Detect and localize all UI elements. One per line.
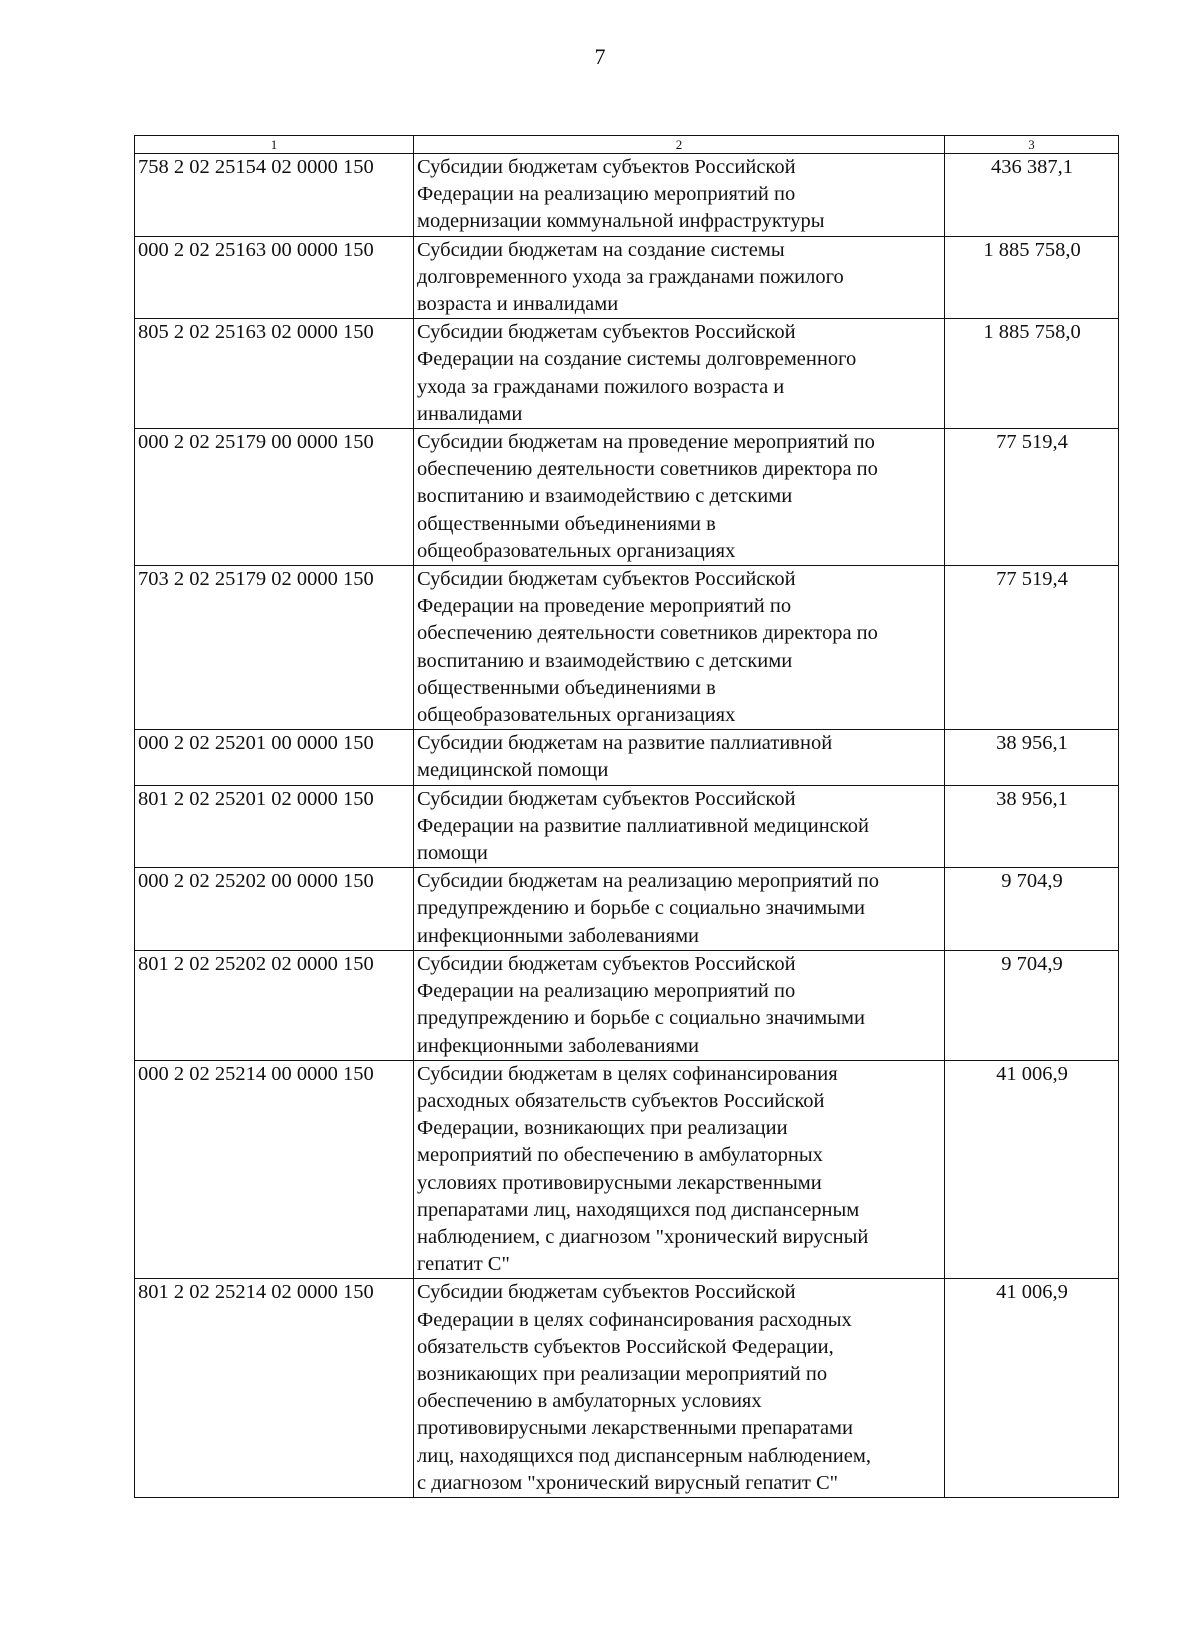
description-line: Субсидии бюджетам субъектов Российской	[417, 1281, 796, 1304]
description-line: Федерации на реализацию мероприятий по	[417, 183, 796, 206]
description-line: ухода за гражданами пожилого возраста и	[417, 375, 785, 398]
description-line: условиях противовирусными лекарственными	[417, 1171, 822, 1194]
description-line: инвалидами	[417, 402, 523, 425]
table-row	[135, 154, 1119, 237]
description-line: возраста и инвалидами	[417, 293, 619, 316]
table-row	[135, 950, 1119, 1060]
table-body	[135, 154, 1119, 1498]
description-line: возникающих при реализации мероприятий по	[417, 1362, 828, 1385]
description-line: Субсидии бюджетам на создание системы	[417, 238, 785, 261]
description-line: гепатит С"	[417, 1253, 510, 1276]
description-line: Федерации, возникающих при реализации	[417, 1117, 788, 1140]
description-line: инфекционными заболеваниями	[417, 924, 700, 947]
classification-code: 758 2 02 25154 02 0000 150	[135, 154, 414, 237]
income-description	[414, 236, 945, 319]
table-row	[135, 429, 1119, 566]
description-line: Субсидии бюджетам субъектов Российской	[417, 787, 796, 810]
description-line: воспитанию и взаимодействию с детскими	[417, 485, 793, 508]
income-description	[414, 429, 945, 566]
classification-code: 801 2 02 25201 02 0000 150	[135, 785, 414, 868]
income-description	[414, 950, 945, 1060]
table-row	[135, 785, 1119, 868]
amount-value: 1 885 758,0	[945, 319, 1119, 429]
amount-value: 1 885 758,0	[945, 236, 1119, 319]
amount-value: 77 519,4	[945, 566, 1119, 730]
description-line: долговременного ухода за гражданами пожилого	[417, 265, 844, 288]
income-description	[414, 319, 945, 429]
description-line: Субсидии бюджетам на проведение мероприятий по	[417, 431, 875, 454]
table-row	[135, 566, 1119, 730]
table-row	[135, 1060, 1119, 1279]
description-line: общеобразовательных организациях	[417, 704, 736, 727]
description-line: Федерации на проведение мероприятий по	[417, 595, 792, 618]
income-description	[414, 730, 945, 785]
description-line: помощи	[417, 842, 488, 865]
description-line: Федерации на создание системы долговременного	[417, 348, 857, 371]
table-row	[135, 868, 1119, 951]
table-row	[135, 319, 1119, 429]
amount-value: 38 956,1	[945, 730, 1119, 785]
description-line: обеспечению в амбулаторных условиях	[417, 1390, 762, 1413]
description-line: Федерации в целях софинансирования расходных	[417, 1308, 852, 1331]
income-description	[414, 1279, 945, 1498]
income-description	[414, 1060, 945, 1279]
classification-code: 000 2 02 25201 00 0000 150	[135, 730, 414, 785]
description-line: общественными объединениями в	[417, 676, 716, 699]
description-line: лиц, находящихся под диспансерным наблюдением,	[417, 1444, 871, 1467]
description-line: медицинской помощи	[417, 759, 609, 782]
description-line: Субсидии бюджетам в целях софинансирования	[417, 1062, 838, 1085]
description-line: расходных обязательств субъектов Российской	[417, 1089, 825, 1112]
table-row	[135, 730, 1119, 785]
classification-code: 000 2 02 25163 00 0000 150	[135, 236, 414, 319]
description-line: Федерации на реализацию мероприятий по	[417, 980, 796, 1003]
page-number: 7	[594, 44, 606, 69]
description-line: Субсидии бюджетам субъектов Российской	[417, 952, 796, 975]
description-line: Федерации на развитие паллиативной медицинской	[417, 814, 869, 837]
classification-code: 000 2 02 25179 00 0000 150	[135, 429, 414, 566]
description-line: Субсидии бюджетам субъектов Российской	[417, 321, 796, 344]
description-line: предупреждению и борьбе с социально значимыми	[417, 897, 865, 920]
description-line: воспитанию и взаимодействию с детскими	[417, 649, 793, 672]
column-header-description: 2	[414, 136, 945, 154]
description-line: препаратами лиц, находящихся под диспансерным	[417, 1198, 860, 1221]
description-line: обеспечению деятельности советников директора по	[417, 458, 878, 481]
amount-value: 9 704,9	[945, 950, 1119, 1060]
description-line: общественными объединениями в	[417, 512, 716, 535]
amount-value: 9 704,9	[945, 868, 1119, 951]
income-description	[414, 566, 945, 730]
description-line: наблюдением, с диагнозом "хронический вирусный	[417, 1225, 869, 1248]
description-line: обязательств субъектов Российской Федерации,	[417, 1335, 834, 1358]
description-line: мероприятий по обеспечению в амбулаторных	[417, 1144, 823, 1167]
column-header-amount: 3	[945, 136, 1119, 154]
classification-code: 000 2 02 25214 00 0000 150	[135, 1060, 414, 1279]
description-line: предупреждению и борьбе с социально значимыми	[417, 1007, 865, 1030]
income-description	[414, 785, 945, 868]
classification-code: 805 2 02 25163 02 0000 150	[135, 319, 414, 429]
income-description	[414, 154, 945, 237]
description-line: инфекционными заболеваниями	[417, 1034, 700, 1057]
amount-value: 41 006,9	[945, 1060, 1119, 1279]
description-line: Субсидии бюджетам субъектов Российской	[417, 156, 796, 178]
classification-code: 801 2 02 25214 02 0000 150	[135, 1279, 414, 1498]
classification-code: 703 2 02 25179 02 0000 150	[135, 566, 414, 730]
amount-value: 77 519,4	[945, 429, 1119, 566]
classification-code: 000 2 02 25202 00 0000 150	[135, 868, 414, 951]
description-line: Субсидии бюджетам субъектов Российской	[417, 568, 796, 591]
description-line: с диагнозом "хронический вирусный гепатит С"	[417, 1471, 839, 1494]
description-line: обеспечению деятельности советников директора по	[417, 622, 878, 645]
budget-revenue-table	[134, 135, 1119, 1498]
description-line: модернизации коммунальной инфраструктуры	[417, 210, 825, 233]
description-line: Субсидии бюджетам на развитие паллиативной	[417, 732, 833, 755]
amount-value: 38 956,1	[945, 785, 1119, 868]
amount-value: 41 006,9	[945, 1279, 1119, 1498]
amount-value: 436 387,1	[945, 154, 1119, 237]
table-row	[135, 236, 1119, 319]
table-row	[135, 1279, 1119, 1498]
classification-code: 801 2 02 25202 02 0000 150	[135, 950, 414, 1060]
description-line: Субсидии бюджетам на реализацию мероприятий по	[417, 870, 879, 893]
column-header-code: 1	[135, 136, 414, 154]
description-line: общеобразовательных организациях	[417, 539, 736, 562]
description-line: противовирусными лекарственными препаратами	[417, 1417, 853, 1440]
income-description	[414, 868, 945, 951]
table-header-row	[135, 136, 1119, 154]
